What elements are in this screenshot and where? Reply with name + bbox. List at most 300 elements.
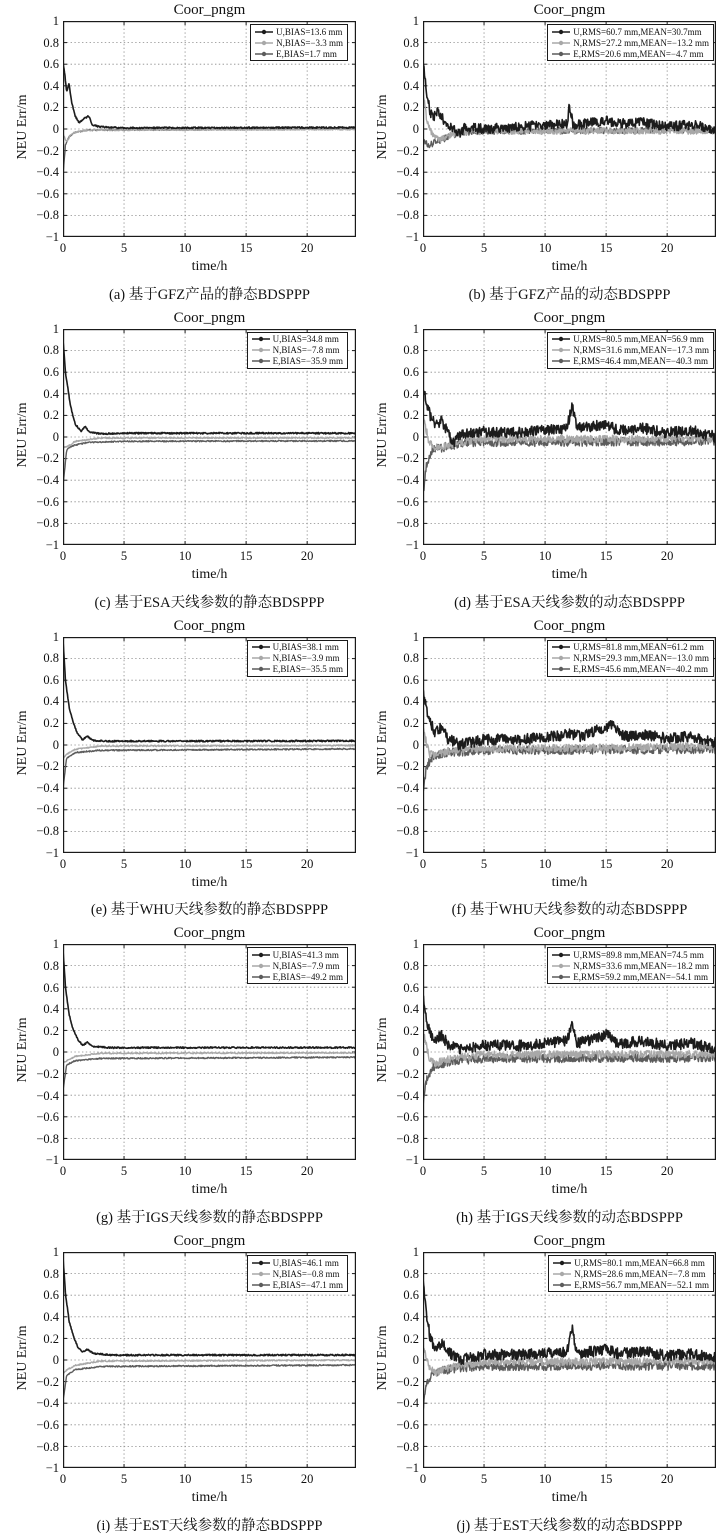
- x-tick-label: 0: [419, 1164, 427, 1179]
- series-line-U: [423, 996, 716, 1054]
- y-tick-label: 1: [52, 14, 59, 28]
- legend-marker-N: [551, 962, 571, 970]
- legend-entry-N: [551, 960, 709, 971]
- legend-entry-N: [251, 653, 343, 664]
- plot-area: [423, 329, 716, 545]
- legend-marker-U: [254, 28, 274, 36]
- legend-entry-N: [552, 1268, 709, 1279]
- legend-label: U,RMS=80.1 mm,MEAN=66.8 mm: [574, 1257, 705, 1268]
- legend-marker-U: [251, 951, 271, 959]
- y-tick-label: 0.4: [43, 694, 59, 709]
- y-tick-label: 0.8: [403, 35, 419, 50]
- x-tick-label: 20: [660, 1164, 674, 1179]
- y-tick-label: −0.6: [36, 802, 59, 817]
- y-tick-label: −0.8: [396, 1131, 419, 1146]
- series-line-E: [63, 440, 356, 485]
- y-tick-label: −0.8: [36, 208, 59, 223]
- y-tick-label: −0.8: [36, 516, 59, 531]
- subplot-f: [360, 616, 720, 924]
- x-tick-label: 15: [239, 548, 253, 563]
- legend-marker-E: [551, 50, 571, 58]
- legend-label: U,BIAS=46.1 mm: [272, 1257, 339, 1268]
- y-tick-label: 0.6: [43, 980, 59, 995]
- y-axis-label: NEU Err/m: [15, 1325, 30, 1391]
- legend-label: U,BIAS=38.1 mm: [272, 642, 339, 653]
- legend-marker-N: [552, 1270, 572, 1278]
- legend-entry-E: [552, 1279, 709, 1290]
- legend-entry-E: [551, 664, 709, 675]
- y-tick-label: −0.2: [36, 451, 59, 466]
- y-tick-label: 0.2: [43, 715, 59, 730]
- subplot-caption: (b) 基于GFZ产品的动态BDSPPP: [468, 286, 671, 303]
- legend-label: N,BIAS=−7.8 mm: [272, 345, 340, 356]
- x-tick-label: 20: [660, 1472, 674, 1487]
- legend-box: [247, 947, 348, 984]
- legend-box: [547, 24, 714, 61]
- subplot-caption: (j) 基于EST天线参数的动态BDSPPP: [456, 1517, 683, 1534]
- subplot-caption: (g) 基于IGS天线参数的静态BDSPPP: [96, 1210, 323, 1227]
- legend-entry-U: [251, 1257, 343, 1268]
- y-tick-label: 0.6: [43, 1288, 59, 1303]
- legend-marker-N: [551, 346, 571, 354]
- y-tick-label: −1: [45, 845, 59, 860]
- y-tick-label: 0.2: [403, 715, 419, 730]
- legend-marker-N: [254, 39, 274, 47]
- legend-label: N,RMS=29.3 mm,MEAN=−13.0 mm: [573, 653, 709, 664]
- y-axis-label: NEU Err/m: [15, 94, 30, 160]
- legend-marker-N: [251, 1270, 271, 1278]
- y-tick-label: 0.4: [403, 386, 419, 401]
- y-tick-label: 0.2: [403, 408, 419, 423]
- legend-label: E,RMS=59.2 mm,MEAN=−54.1 mm: [573, 971, 708, 982]
- y-axis-label: NEU Err/m: [375, 1325, 390, 1391]
- subplot-caption: (d) 基于ESA天线参数的动态BDSPPP: [454, 594, 685, 611]
- legend-label: E,BIAS=−49.2 mm: [272, 971, 343, 982]
- y-tick-label: 0.8: [43, 958, 59, 973]
- y-tick-label: 0.6: [403, 1288, 419, 1303]
- y-tick-label: −0.2: [36, 1066, 59, 1081]
- y-tick-label: 1: [52, 1245, 59, 1260]
- y-tick-label: 0.6: [43, 57, 59, 72]
- legend-marker-E: [551, 665, 571, 673]
- y-tick-label: 1: [52, 629, 59, 644]
- legend-entry-E: [254, 48, 343, 59]
- y-tick-label: −0.2: [396, 451, 419, 466]
- y-tick-label: −0.2: [396, 143, 419, 158]
- x-tick-label: 10: [178, 548, 192, 563]
- y-tick-label: −0.4: [396, 1088, 419, 1103]
- x-tick-label: 0: [59, 1472, 67, 1487]
- y-tick-label: −0.6: [36, 186, 59, 201]
- x-tick-label: 5: [120, 241, 128, 255]
- legend-entry-E: [551, 971, 709, 982]
- x-tick-label: 10: [538, 1164, 552, 1179]
- y-tick-label: −0.2: [36, 143, 59, 158]
- subplot-e: [0, 616, 360, 924]
- legend-label: N,RMS=33.6 mm,MEAN=−18.2 mm: [573, 960, 709, 971]
- y-tick-label: 0.4: [403, 694, 419, 709]
- chart-title: Coor_pngm: [173, 617, 246, 634]
- x-tick-label: 10: [178, 856, 192, 871]
- subplot-h: [360, 923, 720, 1231]
- legend-entry-E: [551, 356, 709, 367]
- y-tick-label: −0.8: [396, 1439, 419, 1454]
- plot-area: [423, 21, 716, 237]
- x-tick-label: 15: [239, 241, 253, 255]
- legend-marker-E: [251, 665, 271, 673]
- y-tick-label: 0: [52, 429, 59, 444]
- x-tick-label: 0: [419, 241, 427, 255]
- y-tick-label: 0.8: [403, 651, 419, 666]
- y-tick-label: −0.2: [36, 759, 59, 774]
- legend-label: U,BIAS=13.6 mm: [276, 26, 343, 37]
- subplot-a: [0, 0, 360, 308]
- legend-label: E,RMS=56.7 mm,MEAN=−52.1 mm: [574, 1279, 709, 1290]
- legend-marker-U: [251, 335, 271, 343]
- legend-marker-N: [551, 39, 571, 47]
- subplot-d: [360, 308, 720, 616]
- series-line-E: [63, 1057, 356, 1090]
- legend-label: N,RMS=31.6 mm,MEAN=−17.3 mm: [573, 345, 709, 356]
- y-tick-label: 1: [412, 1245, 419, 1260]
- y-tick-label: −0.4: [396, 165, 419, 180]
- x-tick-label: 10: [538, 1472, 552, 1487]
- x-tick-label: 20: [300, 1164, 314, 1179]
- legend-box: [547, 947, 714, 984]
- subplot-caption: (e) 基于WHU天线参数的静态BDSPPP: [90, 902, 329, 919]
- x-tick-label: 5: [480, 856, 488, 871]
- legend-label: E,BIAS=1.7 mm: [276, 48, 337, 59]
- legend-box: [250, 24, 348, 61]
- x-tick-label: 5: [120, 548, 128, 563]
- legend-entry-N: [251, 1268, 343, 1279]
- chart-title: Coor_pngm: [173, 1233, 246, 1250]
- legend-label: E,RMS=45.6 mm,MEAN=−40.2 mm: [573, 664, 708, 675]
- x-tick-label: 10: [538, 856, 552, 871]
- y-tick-label: −1: [405, 537, 419, 552]
- subplot-b: [360, 0, 720, 308]
- legend-label: N,RMS=27.2 mm,MEAN=−13.2 mm: [573, 37, 709, 48]
- legend-box: [548, 1255, 714, 1292]
- legend-entry-U: [551, 26, 709, 37]
- x-tick-label: 20: [300, 548, 314, 563]
- x-tick-label: 0: [59, 1164, 67, 1179]
- y-tick-label: 1: [412, 629, 419, 644]
- x-tick-label: 10: [178, 1164, 192, 1179]
- legend-entry-N: [551, 37, 709, 48]
- y-tick-label: 0.8: [43, 651, 59, 666]
- x-axis-label: time/h: [191, 1490, 228, 1506]
- y-tick-label: 0.8: [43, 343, 59, 358]
- x-tick-label: 20: [300, 241, 314, 255]
- y-tick-label: −0.4: [36, 472, 59, 487]
- y-tick-label: 0.2: [43, 100, 59, 115]
- y-tick-label: −1: [45, 1461, 59, 1476]
- series-line-E: [423, 1362, 716, 1409]
- y-tick-label: 0: [412, 122, 419, 136]
- series-line-U: [423, 63, 716, 137]
- legend-marker-E: [251, 357, 271, 365]
- x-axis-label: time/h: [191, 1182, 228, 1198]
- subplot-caption: (a) 基于GFZ产品的静态BDSPPP: [108, 286, 310, 303]
- subplot-i: [0, 1231, 360, 1539]
- y-tick-label: 0.8: [403, 343, 419, 358]
- y-tick-label: 0: [412, 1045, 419, 1060]
- subplot-caption: (f) 基于WHU天线参数的动态BDSPPP: [451, 902, 688, 919]
- legend-label: E,RMS=20.6 mm,MEAN=−4.7 mm: [573, 48, 704, 59]
- x-tick-label: 5: [480, 241, 488, 255]
- legend-entry-N: [551, 345, 709, 356]
- legend-entry-E: [251, 664, 343, 675]
- plot-area: [63, 1252, 356, 1468]
- y-tick-label: −1: [45, 1153, 59, 1168]
- y-tick-label: −0.4: [36, 780, 59, 795]
- subplot-j: [360, 1231, 720, 1539]
- legend-entry-U: [251, 949, 343, 960]
- y-tick-label: −0.8: [396, 208, 419, 223]
- plot-area: [423, 637, 716, 853]
- chart-title: Coor_pngm: [173, 309, 246, 326]
- x-tick-label: 10: [538, 548, 552, 563]
- y-tick-label: −0.8: [36, 1131, 59, 1146]
- legend-label: U,BIAS=41.3 mm: [272, 949, 339, 960]
- y-axis-label: NEU Err/m: [375, 402, 390, 468]
- x-tick-label: 15: [599, 1472, 613, 1487]
- x-tick-label: 20: [300, 1472, 314, 1487]
- x-tick-label: 10: [538, 241, 552, 255]
- x-tick-label: 10: [178, 241, 192, 255]
- legend-marker-U: [251, 1259, 271, 1267]
- subplot-caption: (h) 基于IGS天线参数的动态BDSPPP: [456, 1210, 683, 1227]
- legend-marker-E: [551, 973, 571, 981]
- legend-marker-E: [254, 50, 274, 58]
- y-tick-label: 0.8: [403, 1266, 419, 1281]
- legend-label: E,BIAS=−35.9 mm: [272, 356, 343, 367]
- legend-marker-E: [251, 973, 271, 981]
- x-axis-label: time/h: [191, 259, 228, 274]
- legend-entry-U: [254, 26, 343, 37]
- legend-label: E,RMS=46.4 mm,MEAN=−40.3 mm: [573, 356, 708, 367]
- legend-label: U,RMS=81.8 mm,MEAN=61.2 mm: [573, 642, 704, 653]
- legend-marker-E: [552, 1281, 572, 1289]
- subplot-c: [0, 308, 360, 616]
- y-tick-label: −0.2: [396, 1066, 419, 1081]
- y-tick-label: 1: [52, 937, 59, 952]
- y-tick-label: 0.2: [403, 1023, 419, 1038]
- x-axis-label: time/h: [551, 566, 588, 582]
- chart-title: Coor_pngm: [173, 2, 246, 18]
- plot-area: [63, 329, 356, 545]
- y-tick-label: 0.8: [43, 1266, 59, 1281]
- y-tick-label: −0.6: [36, 1417, 59, 1432]
- legend-entry-U: [251, 642, 343, 653]
- y-tick-label: 0.6: [403, 57, 419, 72]
- x-axis-label: time/h: [191, 874, 228, 890]
- y-tick-label: −1: [405, 1461, 419, 1476]
- y-tick-label: −0.2: [396, 1374, 419, 1389]
- legend-entry-U: [251, 334, 343, 345]
- chart-title: Coor_pngm: [533, 1233, 606, 1250]
- legend-box: [247, 1255, 348, 1292]
- y-tick-label: 0.6: [43, 672, 59, 687]
- legend-entry-U: [551, 949, 709, 960]
- y-tick-label: −1: [405, 845, 419, 860]
- y-tick-label: 1: [412, 321, 419, 336]
- x-tick-label: 5: [480, 548, 488, 563]
- x-tick-label: 15: [239, 1472, 253, 1487]
- x-tick-label: 15: [599, 1164, 613, 1179]
- x-tick-label: 15: [599, 856, 613, 871]
- y-tick-label: 0.6: [43, 364, 59, 379]
- y-tick-label: 0: [52, 122, 59, 136]
- x-axis-label: time/h: [551, 1490, 588, 1506]
- legend-marker-E: [251, 1281, 271, 1289]
- y-tick-label: 0.4: [43, 386, 59, 401]
- y-tick-label: −0.4: [36, 1088, 59, 1103]
- chart-title: Coor_pngm: [533, 925, 606, 942]
- y-tick-label: −1: [45, 537, 59, 552]
- legend-label: U,BIAS=34.8 mm: [272, 334, 339, 345]
- chart-title: Coor_pngm: [173, 925, 246, 942]
- x-tick-label: 15: [239, 1164, 253, 1179]
- legend-marker-U: [251, 643, 271, 651]
- y-axis-label: NEU Err/m: [375, 710, 390, 776]
- plot-area: [63, 944, 356, 1160]
- series-line-U: [63, 63, 356, 129]
- x-tick-label: 5: [480, 1164, 488, 1179]
- y-tick-label: 0.2: [403, 1331, 419, 1346]
- legend-entry-N: [254, 37, 343, 48]
- legend-label: U,RMS=60.7 mm,MEAN=30.7mm: [573, 26, 702, 37]
- x-tick-label: 10: [178, 1472, 192, 1487]
- legend-entry-E: [251, 1279, 343, 1290]
- legend-entry-U: [551, 642, 709, 653]
- y-tick-label: 0: [412, 429, 419, 444]
- legend-entry-N: [551, 653, 709, 664]
- series-line-E: [63, 1365, 356, 1401]
- x-tick-label: 5: [120, 856, 128, 871]
- plot-area: [423, 944, 716, 1160]
- y-tick-label: −0.8: [36, 1439, 59, 1454]
- x-tick-label: 15: [599, 548, 613, 563]
- y-tick-label: 0.6: [403, 364, 419, 379]
- y-tick-label: 0.8: [43, 35, 59, 50]
- x-tick-label: 15: [239, 856, 253, 871]
- y-tick-label: −0.8: [396, 823, 419, 838]
- x-tick-label: 20: [660, 241, 674, 255]
- y-tick-label: 0: [52, 1045, 59, 1060]
- x-axis-label: time/h: [551, 874, 588, 890]
- legend-marker-N: [251, 346, 271, 354]
- legend-box: [247, 332, 348, 369]
- legend-label: E,BIAS=−47.1 mm: [272, 1279, 343, 1290]
- legend-label: N,BIAS=−7.9 mm: [272, 960, 340, 971]
- subplot-g: [0, 923, 360, 1231]
- subplot-caption: (i) 基于EST天线参数的静态BDSPPP: [96, 1517, 323, 1534]
- chart-title: Coor_pngm: [533, 2, 606, 18]
- series-line-N: [63, 744, 356, 758]
- legend-entry-E: [551, 48, 709, 59]
- y-tick-label: −0.4: [36, 1396, 59, 1411]
- y-tick-label: −1: [45, 230, 59, 244]
- plot-area: [423, 1252, 716, 1468]
- legend-box: [547, 332, 714, 369]
- legend-box: [247, 640, 348, 677]
- legend-label: N,BIAS=−3.3 mm: [276, 37, 343, 48]
- plot-area: [63, 21, 356, 237]
- y-tick-label: −0.6: [396, 494, 419, 509]
- y-tick-label: 1: [412, 14, 419, 28]
- x-tick-label: 0: [419, 856, 427, 871]
- y-tick-label: 1: [52, 321, 59, 336]
- y-axis-label: NEU Err/m: [375, 94, 390, 160]
- y-axis-label: NEU Err/m: [15, 1017, 30, 1083]
- y-tick-label: −0.6: [396, 186, 419, 201]
- y-tick-label: 0.2: [43, 1331, 59, 1346]
- y-tick-label: 0.8: [403, 958, 419, 973]
- plot-area: [63, 637, 356, 853]
- legend-label: N,RMS=28.6 mm,MEAN=−7.8 mm: [574, 1268, 706, 1279]
- x-tick-label: 20: [660, 856, 674, 871]
- x-tick-label: 0: [59, 856, 67, 871]
- x-axis-label: time/h: [191, 566, 228, 582]
- series-line-U: [423, 688, 716, 749]
- series-line-E: [423, 437, 716, 494]
- legend-marker-U: [551, 951, 571, 959]
- y-tick-label: 0.2: [403, 100, 419, 115]
- y-tick-label: 0: [412, 737, 419, 752]
- chart-title: Coor_pngm: [533, 617, 606, 634]
- y-tick-label: 0: [412, 1353, 419, 1368]
- x-axis-label: time/h: [551, 1182, 588, 1198]
- y-tick-label: 0.4: [403, 78, 419, 93]
- y-tick-label: −0.4: [396, 1396, 419, 1411]
- y-tick-label: 0.4: [43, 1002, 59, 1017]
- x-tick-label: 0: [59, 548, 67, 563]
- x-tick-label: 0: [419, 548, 427, 563]
- legend-label: E,BIAS=−35.5 mm: [272, 664, 343, 675]
- series-line-E: [63, 128, 356, 175]
- series-line-N: [423, 91, 716, 143]
- y-tick-label: 0.2: [43, 1023, 59, 1038]
- legend-marker-U: [551, 335, 571, 343]
- y-tick-label: −0.6: [396, 802, 419, 817]
- legend-label: U,RMS=80.5 mm,MEAN=56.9 mm: [573, 334, 704, 345]
- y-tick-label: −0.6: [36, 494, 59, 509]
- series-line-E: [63, 748, 356, 788]
- series-line-E: [423, 745, 716, 790]
- x-tick-label: 5: [120, 1472, 128, 1487]
- y-tick-label: 0.6: [403, 672, 419, 687]
- y-tick-label: −1: [405, 230, 419, 244]
- y-tick-label: −0.8: [396, 516, 419, 531]
- y-tick-label: −1: [405, 1153, 419, 1168]
- y-tick-label: −0.6: [396, 1110, 419, 1125]
- legend-marker-E: [551, 357, 571, 365]
- y-tick-label: 0.4: [43, 78, 59, 93]
- legend-label: N,BIAS=−0.8 mm: [272, 1268, 340, 1279]
- y-tick-label: 0.4: [43, 1309, 59, 1324]
- y-tick-label: −0.4: [36, 165, 59, 180]
- legend-marker-N: [551, 654, 571, 662]
- legend-entry-E: [251, 356, 343, 367]
- legend-entry-U: [551, 334, 709, 345]
- y-axis-label: NEU Err/m: [375, 1017, 390, 1083]
- subplot-caption: (c) 基于ESA天线参数的静态BDSPPP: [94, 594, 325, 611]
- series-line-E: [423, 1054, 716, 1109]
- legend-label: U,RMS=89.8 mm,MEAN=74.5 mm: [573, 949, 704, 960]
- legend-marker-U: [551, 643, 571, 651]
